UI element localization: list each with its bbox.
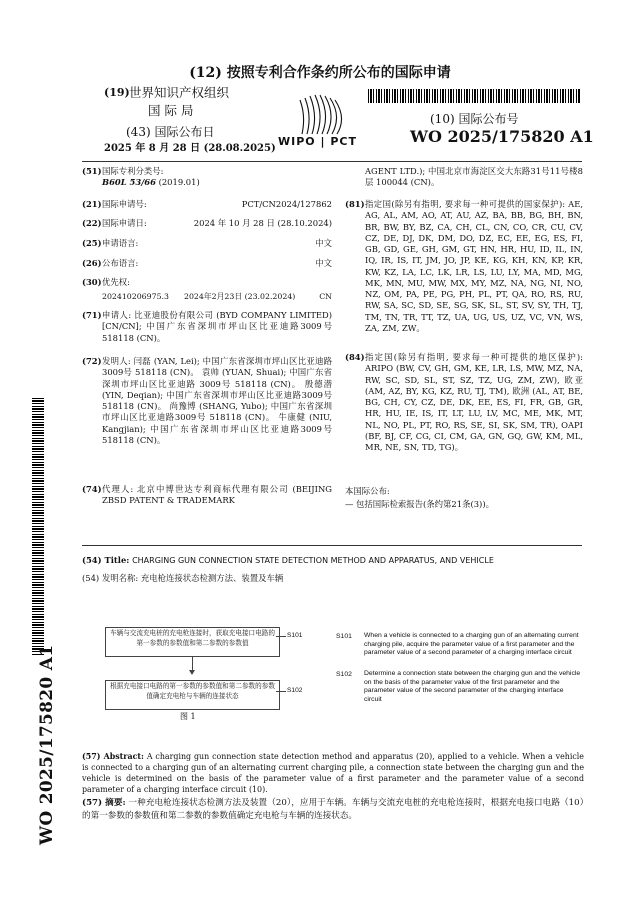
field-30: (30) 优先权: <box>82 277 130 287</box>
title-en: (54) Title: CHARGING GUN CONNECTION STATE DETECTION METHOD AND APPARATUS, AND VEHICLE <box>82 555 494 565</box>
pub-no-label: (10) 国际公布号 <box>430 112 519 126</box>
figure-caption: 图 1 <box>180 712 196 721</box>
flowchart-box-s102: 根据充电接口电路的第一参数的参数值和第二参数的参数值确定充电枪与车辆的连接状态 <box>105 680 280 710</box>
vertical-pub-no: WO 2025/175820 A1 <box>37 644 57 845</box>
flowchart-arrowhead-icon <box>189 670 195 675</box>
document-title: (12) 按照专利合作条约所公布的国际申请 <box>189 65 451 81</box>
pub-date: 2025 年 8 月 28 日 (28.08.2025) <box>104 143 276 154</box>
wipo-logo <box>270 90 380 152</box>
step-leader-1 <box>276 636 286 637</box>
field-84: (84) 指定国(除另有指明, 要求每一种可提供的地区保护): ARIPO (BW, CV, GH, GM, KE, LR, LS, MW, MZ, NA, RW, SC, SD, SL, ST, SZ, TZ, UG, ZM, ZW), 欧亚 (AM, AZ, BY, KG, KZ, RU, TJ, TM), 欧洲 (AL, AT, BE, BG, CH, CY, CZ, DE, DK, EE, ES, FI, FR, GB, GR, HR, HU, IE, IS, IT, LT, LU, LV, MC, ME, MK, MT, NL, NO, PL, PT, RO, RS, SE, SI, SK, SM, TR), OAPI (BF, BJ, CF, CG, CI, CM, GA, GN, GQ, GW, KM, ML, MR, NE, SN, TD, TG)。 <box>345 352 583 452</box>
wipo-logo-text: WIPO | PCT <box>278 135 357 148</box>
field-22: (22) 国际申请日: 2024 年 10 月 28 日 (28.10.2024) <box>82 218 332 228</box>
flowchart-box-s101: 车辆与交流充电桩的充电枪连接时，获取充电接口电路的第一参数的参数值和第二参数的参数值 <box>105 627 280 657</box>
published-label: 本国际公布: <box>345 486 390 496</box>
title-divider-top <box>82 545 582 546</box>
legend-text-s101: When a vehicle is connected to a charging gun of an alternating current charging pile, acquire the parameter value of a first parameter and the parameter value of a second parameter of a charging interface circuit <box>364 632 579 657</box>
barcode-top <box>368 89 580 103</box>
legend-code-s101: S101 <box>336 633 352 640</box>
pub-no: WO 2025/175820 A1 <box>410 127 594 146</box>
field-51: (51) 国际专利分类号: B60L 53/66 (2019.01) <box>82 166 200 188</box>
barcode-side <box>32 398 44 656</box>
org-code: (19) <box>104 86 130 99</box>
field-81: (81) 指定国(除另有指明, 要求每一种可提供的国家保护): AE, AG, AL, AM, AO, AT, AU, AZ, BA, BB, BG, BH, BN, BR, BW, BY, BZ, CA, CH, CL, CN, CO, CR, CU, CV, CZ, DE, DJ, DK, DM, DO, DZ, EC, EE, EG, ES, FI, GB, GD, GE, GH, GM, GT, HN, HR, HU, ID, IL, IN, IQ, IR, IS, IT, JM, JO, JP, KE, KG, KH, KN, KP, KR, KW, KZ, LA, LC, LK, LR, LS, LU, LY, MA, MD, MG, MK, MN, MU, MW, MX, MY, MZ, NA, NG, NI, NO, NZ, OM, PA, PE, PG, PH, PL, PT, QA, RO, RS, RU, RW, SA, SC, SD, SE, SG, SK, SL, ST, SV, SY, TH, TJ, TM, TN, TR, TT, TZ, UA, UG, US, UZ, VC, VN, WS, ZA, ZM, ZW。 <box>345 199 583 333</box>
legend-code-s102: S102 <box>336 671 352 678</box>
org-name: 世界知识产权组织 <box>129 85 230 100</box>
field-72: (72) 发明人: 闫磊 (YAN, Lei); 中国广东省深圳市坪山区比亚迪路3009号 518118 (CN)。 袁帅 (YUAN, Shuai); 中国广东省深圳市坪山区比亚迪路 3009号 518118 (CN)。 殷德潜 (YIN, Deqian); 中国广东省深圳市坪山区比亚迪路3009号 518118 (CN)。 尚豫博 (SHANG, Yubo); 中国广东省深圳市坪山区比亚迪路3009号 518118 (CN)。 牛康健 (NIU, Kangjian); 中国广东省深圳市坪山区比亚迪路3009号 518118 (CN)。 <box>82 356 332 445</box>
agent-continued: AGENT LTD.); 中国北京市海淀区交大东路31号11号楼8层 100044 (CN)。 <box>365 166 583 188</box>
abstract-en: (57) Abstract: A charging gun connection state detection method and apparatus (20), applied to a vehicle. When a vehicle is connected to a charging gun of an alternating current charging pile, a connection state between the charging gun and the vehicle is determined on the basis of the parameter value of a first parameter and the parameter value of a second parameter of a charging interface circuit (10). <box>82 752 584 794</box>
field-71: (71) 申请人: 比亚迪股份有限公司 (BYD COMPANY LIMITED) [CN/CN]; 中国广东省深圳市坪山区比亚迪路3009号 518118 (CN)。 <box>82 310 332 343</box>
step-label-s101: S101 <box>287 632 303 639</box>
field-74: (74) 代理人: 北京中博世达专利商标代理有限公司 (BEIJING ZBSD PATENT & TRADEMARK <box>82 484 332 506</box>
field-21: (21) 国际申请号: PCT/CN2024/127862 <box>82 199 332 209</box>
header-divider <box>82 161 582 162</box>
step-leader-2 <box>276 691 286 692</box>
published-item: — 包括国际检索报告(条约第21条(3))。 <box>345 499 494 509</box>
abstract-zh: (57) 摘要: 一种充电枪连接状态检测方法及装置（20），应用于车辆。车辆与交流充电桩的充电枪连接时，根据充电接口电路（10）的第一参数的参数值和第二参数的参数值确定充电枪与车辆的连接状态。 <box>82 798 584 822</box>
priority-line: 202410206975.3 2024年2月23日 (23.02.2024) CN <box>102 292 332 301</box>
bureau-name: 国 际 局 <box>148 103 194 118</box>
field-26: (26) 公布语言: 中文 <box>82 258 332 268</box>
field-25: (25) 申请语言: 中文 <box>82 238 332 248</box>
legend-text-s102: Determine a connection state between the charging gun and the vehicle on the basis of the parameter value of the first parameter and the parameter value of the second parameter of the charging interface circuit <box>364 670 581 704</box>
pub-date-label: (43) 国际公布日 <box>126 125 215 139</box>
title-zh: (54) 发明名称: 充电枪连接状态检测方法、装置及车辆 <box>82 573 284 583</box>
step-label-s102: S102 <box>287 687 303 694</box>
